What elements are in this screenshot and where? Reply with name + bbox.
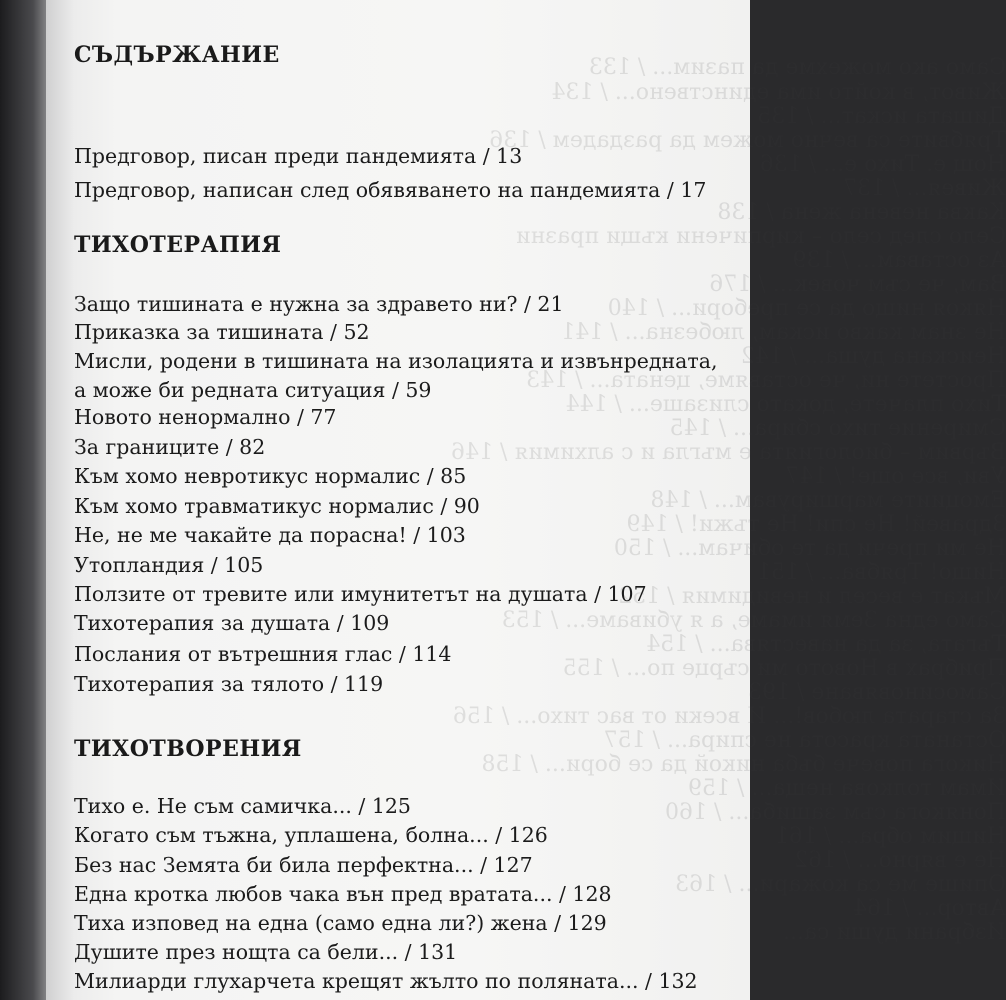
bleed-line: Вам, че съм човек... / 176 bbox=[709, 272, 1006, 297]
bleed-line: Нищим обра... / 161 bbox=[774, 824, 1006, 849]
bleed-line: Аз оставам... / 139 bbox=[792, 248, 1006, 273]
bleed-line: Нищо! Трябва... / 151 bbox=[756, 560, 1006, 585]
toc-entry: Предговор, писан преди пандемията / 13 bbox=[74, 144, 523, 168]
toc-entry: За границите / 82 bbox=[74, 435, 266, 459]
bleed-line: Не е вярно... / 162 bbox=[794, 848, 1006, 873]
bleed-line: Имам толкова неща... / 159 bbox=[687, 776, 1006, 801]
toc-entry-continuation: а може би редната ситуация / 59 bbox=[74, 378, 432, 402]
bleed-line: Никога повече бъба никой да се бори... / 158 bbox=[481, 752, 1006, 777]
bleed-line: Уви, все още! / 147 bbox=[785, 464, 1006, 489]
bleed-line: Самосиновяване / 193 bbox=[747, 680, 1006, 705]
bleed-line: Само една Земя имаме, а я убиваме... / 153 bbox=[501, 608, 1006, 633]
toc-entry: Защо тишината е нужна за здравето ни? / 21 bbox=[74, 292, 564, 316]
bleed-line: Някоя нищо да се пребори... / 140 bbox=[607, 296, 1006, 321]
toc-entry: Без нас Земята би била перфектна... / 127 bbox=[74, 853, 533, 877]
section-heading-tihoterapia: ТИХОТЕРАПИЯ bbox=[74, 232, 282, 258]
bleed-line: Здравей! Не спи! Не тъжи! / 149 bbox=[626, 512, 1006, 537]
bleed-line: Тихо плачете, докато слизаше... / 144 bbox=[565, 392, 1006, 417]
bleed-line: Село след село – кирпичени къщи празни bbox=[515, 224, 1006, 249]
bleed-line: Вървим – биологията е мъгла и с алхимия / 146 bbox=[450, 440, 1006, 465]
bleed-line: Автор... / 164 bbox=[853, 896, 1006, 921]
toc-entry: Към хомо невротикус нормалис / 85 bbox=[74, 464, 467, 488]
toc-entry: Тиха изповед на една (само една ли?) жена / 129 bbox=[74, 911, 607, 935]
toc-entry: Тихотерапия за тялото / 119 bbox=[74, 672, 384, 696]
bleed-line: Тъгата, за да навестява... / 154 bbox=[646, 632, 1006, 657]
toc-entry: Една кротка любов чака вън пред вратата... / 128 bbox=[74, 882, 612, 906]
toc-entry: Утопландия / 105 bbox=[74, 553, 264, 577]
toc-entry: Новото ненормално / 77 bbox=[74, 405, 337, 429]
bleed-line: Живея... / 137 bbox=[842, 176, 1006, 201]
bleed-line: Опише ме са кожари... / 163 bbox=[675, 872, 1006, 897]
toc-entry: Предговор, написан след обявяването на пандемията / 17 bbox=[74, 178, 707, 202]
contents-title: СЪДЪРЖАНИЕ bbox=[74, 42, 280, 68]
bleed-line: Прибрах в Новото ми сърце по... / 155 bbox=[562, 656, 1006, 681]
bleed-line: Не ми пречи да те обичам... / 150 bbox=[613, 536, 1006, 561]
section-heading-tihotvoreniya: ТИХОТВОРЕНИЯ bbox=[74, 736, 302, 762]
toc-entry: Тихотерапия за душата / 109 bbox=[74, 611, 390, 635]
bleed-line: Емоциите марширувам... / 148 bbox=[650, 488, 1006, 513]
bleed-line: Простете ни, че оставяме, цената... / 143 bbox=[526, 368, 1006, 393]
bleed-line: Мъкат е весел и невидимия / 152 bbox=[618, 584, 1006, 609]
bleed-line: Неискана душа... / 142 bbox=[740, 344, 1006, 369]
bleed-line: Не знам какво искам, любезна... / 141 bbox=[561, 320, 1006, 345]
toc-entry: Душите през нощта са бели... / 131 bbox=[74, 940, 458, 964]
toc-entry: Когато съм тъжна, уплашена, болна... / 126 bbox=[74, 823, 548, 847]
bleed-line: Само ако можехме да пазим... / 133 bbox=[588, 55, 1006, 80]
book-page bbox=[46, 0, 1006, 1000]
bleed-line: Трябвите са вечно можем да раздадем / 136 bbox=[489, 128, 1006, 153]
toc-entry: Не, не ме чакайте да порасна! / 103 bbox=[74, 523, 466, 547]
toc-entry: Милиарди глухарчета крещят жълто по поляната... / 132 bbox=[74, 969, 698, 993]
toc-entry: Тихо е. Не съм самичка... / 125 bbox=[74, 794, 411, 818]
bleed-line: Останата красота не спира... / 157 bbox=[603, 728, 1006, 753]
bleed-line: Дишата искат... / 135 bbox=[757, 104, 1006, 129]
bleed-line: Понякога съм зашиба... / 160 bbox=[665, 800, 1006, 825]
toc-entry: Ползите от тревите или имунитетът на душата / 107 bbox=[74, 582, 647, 606]
bleed-line: Живот, в който има единствено... / 134 bbox=[551, 80, 1006, 105]
toc-entry: Приказка за тишината / 52 bbox=[74, 320, 370, 344]
bleed-line: Смирение тихо сбира... / 145 bbox=[669, 416, 1006, 441]
toc-entry: Мисли, родени в тишината на изолацията и извънредната, bbox=[74, 349, 718, 373]
toc-entry: Към хомо травматикус нормалис / 90 bbox=[74, 494, 480, 518]
bleed-line: Каква невена жена / 138 bbox=[717, 200, 1006, 225]
toc-entry: Послания от вътрешния глас / 114 bbox=[74, 642, 452, 666]
bleed-line: Нощ е. Тихо е... / 136 bbox=[759, 152, 1006, 177]
bleed-line: За старата любов!... И всеки от вас тихо... / 156 bbox=[452, 704, 1006, 729]
bleed-line: Избрани души са... bbox=[783, 920, 1006, 945]
